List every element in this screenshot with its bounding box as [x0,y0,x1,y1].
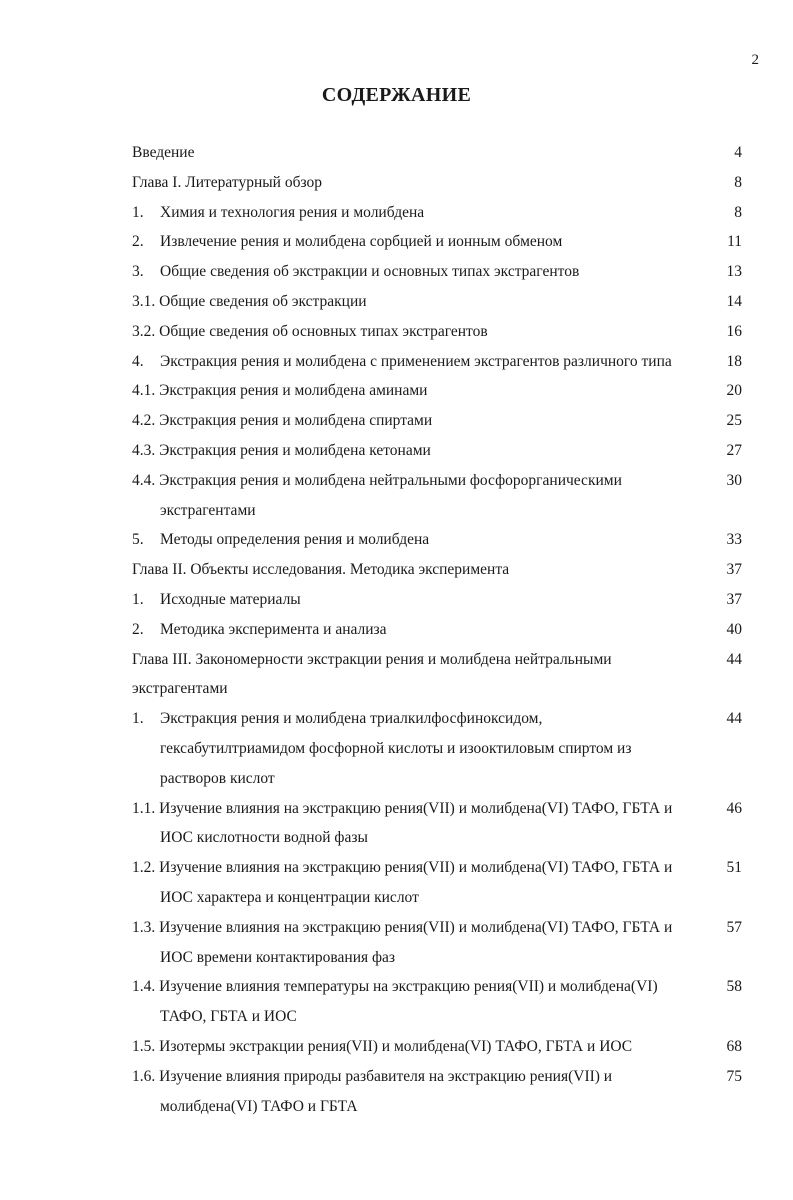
toc-entry [132,913,742,973]
toc-entry [132,168,742,198]
toc-entry-line [132,525,706,555]
toc-entry-line [132,585,706,615]
toc-entry-prefix: 2. [132,233,144,251]
toc-entry [132,466,742,526]
toc-entry-text [132,198,714,228]
toc-entry-line: ИОС времени контактирования фаз [160,948,396,966]
toc-entry [132,317,742,347]
toc-entry-title: Экстракция рения и молибдена триалкилфосфиноксидом, [160,710,543,728]
toc-entry-line [132,853,706,883]
toc-entry [132,615,742,645]
toc-entry [132,257,742,287]
toc-entry-line [132,287,706,317]
toc-entry-page: 75 [726,1067,742,1085]
toc-entry-title: 3.1. Общие сведения об экстракции [132,292,367,310]
toc-entry-page: 20 [726,382,742,400]
toc-entry-page: 14 [726,292,742,310]
toc-entry-title: Химия и технология рения и молибдена [160,203,425,221]
toc-entry-line [132,645,706,675]
toc-entry [132,853,742,913]
toc-entry-line [132,436,706,466]
toc-entry-page: 44 [726,710,742,728]
toc-entry-page: 11 [727,233,742,251]
toc-entry [132,555,742,585]
toc-entry-page: 57 [726,918,742,936]
toc-entry-title: Экстракция рения и молибдена с применением экстрагентов различного типа [160,352,672,370]
toc-entry-line [132,972,706,1002]
toc-entry-prefix: 1. [132,590,144,608]
toc-entry-title: 1.3. Изучение влияния на экстракцию рения(VII) и молибдена(VI) ТАФО, ГБТА и [132,918,673,936]
toc-entry-page: 18 [726,352,742,370]
toc-entry [132,525,742,555]
toc-entry-line [132,376,706,406]
toc-entry-page: 68 [726,1037,742,1055]
toc-entry [132,645,742,705]
toc-entry-text [132,287,714,317]
toc-entry-text [132,257,714,287]
toc-entry-page: 46 [726,799,742,817]
toc-entry-line [132,406,706,436]
toc-entry-text [132,615,714,645]
toc-entry-line [132,794,706,824]
toc-entry-text [132,376,714,406]
toc-entry-title: Методика эксперимента и анализа [160,620,387,638]
toc-entry-title: 1.5. Изотермы экстракции рения(VII) и молибдена(VI) ТАФО, ГБТА и ИОС [132,1037,633,1055]
toc-entry-page: 27 [726,441,742,459]
toc-entry-line [132,257,706,287]
toc-entry-prefix: 4. [132,352,144,370]
toc-entry-text [132,436,714,466]
toc-entry-text [132,347,714,377]
toc-entry-line: гексабутилтриамидом фосфорной кислоты и изооктиловым спиртом из [160,739,632,757]
toc-entry-line: растворов кислот [160,769,275,787]
toc-entry-line [132,168,706,198]
toc-entry-text [132,466,714,526]
toc-entry [132,287,742,317]
toc-entry-title: 1.1. Изучение влияния на экстракцию рения(VII) и молибдена(VI) ТАФО, ГБТА и [132,799,673,817]
toc-entry-line [132,466,706,496]
toc-entry-title: Извлечение рения и молибдена сорбцией и ионным обменом [160,233,563,251]
toc-entry-prefix: 2. [132,620,144,638]
toc-entry-title: 4.4. Экстракция рения и молибдена нейтральными фосфорорганическими [132,471,622,489]
toc-entry-title: Методы определения рения и молибдена [160,531,430,549]
toc-entry [132,198,742,228]
toc-entry-line [132,227,706,257]
toc-entry [132,436,742,466]
toc-entry-page: 40 [726,620,742,638]
toc-entry-text [132,525,714,555]
toc-entry-title: Глава III. Закономерности экстракции рения и молибдена нейтральными [132,650,612,668]
toc-entry-line: экстрагентами [132,680,228,698]
toc-entry-page: 44 [726,650,742,668]
toc-entry-title: Исходные материалы [160,590,301,608]
toc-entry [132,376,742,406]
toc-entry-page: 37 [726,561,742,579]
toc-entry-page: 37 [726,590,742,608]
toc-entry-prefix: 1. [132,710,144,728]
toc-entry-page: 58 [726,978,742,996]
toc-entry-line [132,317,706,347]
toc-entry-title: Глава II. Объекты исследования. Методика эксперимента [132,561,510,579]
toc-entry-page: 30 [726,471,742,489]
toc-entry-title: 1.6. Изучение влияния природы разбавителя на экстракцию рения(VII) и [132,1067,613,1085]
toc-entry-text [132,317,714,347]
toc-entry-page: 16 [726,322,742,340]
toc-entry-line [132,1062,706,1092]
toc-entry-title: Глава I. Литературный обзор [132,173,322,191]
toc-entry-text [132,585,714,615]
toc-entry [132,227,742,257]
toc-entry-text [132,972,714,1032]
toc-entry-text [132,168,714,198]
toc-entry-title: 4.1. Экстракция рения и молибдена аминами [132,382,428,400]
toc-entry-title: Общие сведения об экстракции и основных типах экстрагентов [160,263,580,281]
toc-entry-page: 4 [734,144,742,161]
toc-entry-line: ИОС характера и концентрации кислот [160,888,419,906]
toc-entry-line [132,198,706,228]
page-title: СОДЕРЖАНИЕ [321,84,472,106]
toc-entry-page: 33 [726,531,742,549]
toc-entry-text [132,645,714,705]
toc-entry-title: 1.4. Изучение влияния температуры на экстракцию рения(VII) и молибдена(VI) [132,978,658,996]
toc-entry-text [132,1032,714,1062]
toc-entry-line: молибдена(VI) ТАФО и ГБТА [160,1097,358,1115]
toc-entry-text [132,794,714,854]
toc-entry-text [132,227,714,257]
toc-entry-line: экстрагентами [160,501,256,519]
table-of-contents [132,138,742,1121]
toc-entry [132,347,742,377]
toc-entry-title: 3.2. Общие сведения об основных типах экстрагентов [132,322,488,340]
page-number: 2 [751,52,759,68]
toc-entry [132,972,742,1032]
toc-entry-text [132,913,714,973]
toc-entry-line: ТАФО, ГБТА и ИОС [160,1008,297,1026]
toc-entry [132,406,742,436]
toc-entry-line [132,138,706,168]
toc-entry-page: 25 [726,412,742,430]
toc-entry-prefix: 1. [132,203,144,221]
toc-entry-text [132,138,714,168]
toc-entry-text [132,406,714,436]
toc-entry-text [132,1062,714,1122]
toc-entry-page: 13 [726,263,742,281]
toc-entry-title: 4.2. Экстракция рения и молибдена спиртами [132,412,433,430]
toc-entry-title: Введение [132,144,195,161]
toc-entry [132,704,742,793]
toc-entry-page: 8 [734,173,742,191]
toc-entry-line [132,704,706,734]
toc-entry-title: 4.3. Экстракция рения и молибдена кетонами [132,441,431,459]
toc-entry-line [132,555,706,585]
toc-entry-line [132,913,706,943]
toc-entry-title: 1.2. Изучение влияния на экстракцию рения(VII) и молибдена(VI) ТАФО, ГБТА и [132,859,673,877]
toc-entry-line [132,1032,706,1062]
toc-entry [132,794,742,854]
toc-entry-page: 8 [734,203,742,221]
toc-entry-text [132,853,714,913]
toc-entry-prefix: 5. [132,531,144,549]
toc-entry-line [132,615,706,645]
toc-entry [132,1062,742,1122]
toc-entry-page: 51 [726,859,742,877]
toc-entry [132,585,742,615]
toc-entry [132,138,742,168]
toc-entry [132,1032,742,1062]
toc-entry-prefix: 3. [132,263,144,281]
toc-entry-line [132,347,706,377]
toc-entry-text [132,555,714,585]
toc-entry-text [132,704,714,793]
toc-entry-line: ИОС кислотности водной фазы [160,829,368,847]
